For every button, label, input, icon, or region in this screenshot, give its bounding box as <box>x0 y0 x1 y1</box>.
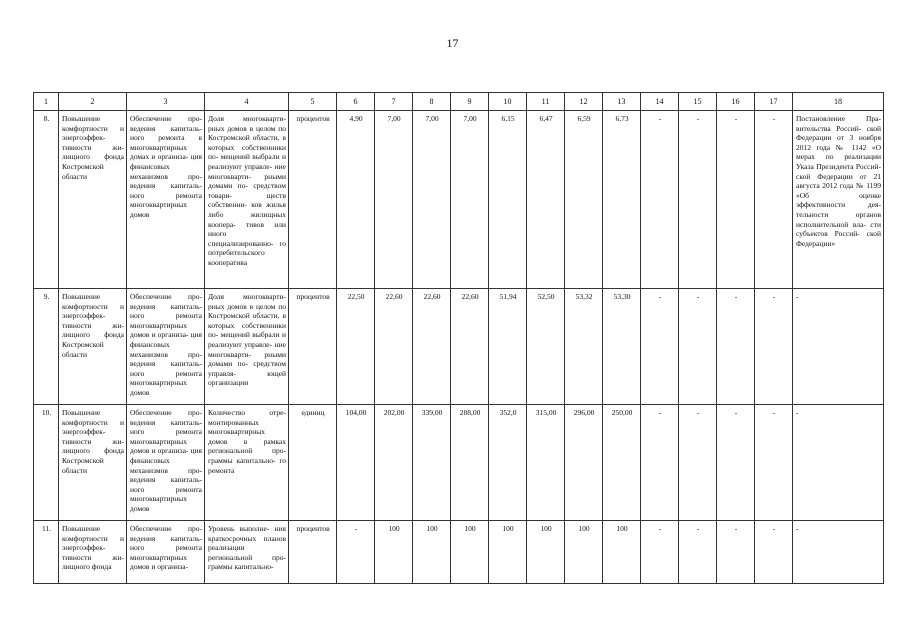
task-cell: Обеспечение про- ведения капиталь- ного ремонта многоквартирных домов и организа- ция финансовых механизмов про- ведения капиталь- ного ремонта многоквартирных домов <box>127 289 205 405</box>
column-header: 8 <box>413 93 451 111</box>
column-header: 7 <box>375 93 413 111</box>
task-cell: Обеспечение про- ведения капиталь- ного ремонта многоквартирных домов и организа- ция финансовых механизмов про- ведения капиталь- ного ремонта многоквартирных домов <box>127 405 205 521</box>
value-cell: 100 <box>413 521 451 584</box>
value-cell: 100 <box>603 521 641 584</box>
column-header: 13 <box>603 93 641 111</box>
value-cell: - <box>641 111 679 289</box>
row-number-cell: 9. <box>34 289 59 405</box>
indicators-table <box>33 92 884 584</box>
value-cell: 100 <box>451 521 489 584</box>
column-header: 11 <box>527 93 565 111</box>
table-row <box>34 521 884 584</box>
value-cell: 100 <box>489 521 527 584</box>
value-cell: 7,00 <box>451 111 489 289</box>
value-cell: - <box>755 521 793 584</box>
value-cell: 4,90 <box>337 111 375 289</box>
value-cell: - <box>679 521 717 584</box>
table-row <box>34 111 884 289</box>
value-cell: - <box>641 405 679 521</box>
value-cell: - <box>755 111 793 289</box>
value-cell: 100 <box>565 521 603 584</box>
value-cell: 7,00 <box>375 111 413 289</box>
basis-cell: - <box>793 405 884 521</box>
indicator-cell: Уровень выполне- ния краткосрочных планов реализации региональной про- граммы капитально- <box>205 521 289 584</box>
value-cell: - <box>641 521 679 584</box>
page-number: 17 <box>446 36 459 50</box>
goal-cell: Повышение комфортности и энергоэффек- тивности жи- лищного фонда Костромской области <box>59 289 127 405</box>
value-cell: 6,59 <box>565 111 603 289</box>
value-cell: - <box>337 521 375 584</box>
value-cell: 250,00 <box>603 405 641 521</box>
value-cell: 22,60 <box>375 289 413 405</box>
goal-cell: Повышение комфортности и энергоэффек- тивности жи- лищного фонда Костромской области <box>59 405 127 521</box>
task-cell: Обеспечение про- ведения капиталь- ного ремонта многоквартирных домов и организа- <box>127 521 205 584</box>
value-cell: 100 <box>527 521 565 584</box>
value-cell: 352,0 <box>489 405 527 521</box>
column-header: 12 <box>565 93 603 111</box>
value-cell: - <box>717 111 755 289</box>
row-number-cell: 8. <box>34 111 59 289</box>
value-cell: - <box>679 111 717 289</box>
value-cell: 22,50 <box>337 289 375 405</box>
unit-cell: единиц <box>289 405 337 521</box>
value-cell: 53,32 <box>565 289 603 405</box>
column-header: 15 <box>679 93 717 111</box>
value-cell: - <box>679 289 717 405</box>
value-cell: - <box>717 405 755 521</box>
column-header: 17 <box>755 93 793 111</box>
value-cell: 52,50 <box>527 289 565 405</box>
column-header: 2 <box>59 93 127 111</box>
value-cell: 315,00 <box>527 405 565 521</box>
goal-cell: Повышение комфортности и энергоэффек- тивности жи- лищного фонда Костромской области <box>59 111 127 289</box>
value-cell: 6,47 <box>527 111 565 289</box>
value-cell: 53,30 <box>603 289 641 405</box>
unit-cell: процентов <box>289 521 337 584</box>
column-header: 1 <box>34 93 59 111</box>
indicator-cell: Доля многокварти- рных домов в целом по Костромской области, в которых собственники по- мещений выбрали и реализуют управле- ние многокварти- рными домами по- средством управля- ющей организации <box>205 289 289 405</box>
value-cell: 288,00 <box>451 405 489 521</box>
indicator-cell: Количество отре- монтированных многоквартирных домов в рамках региональной про- граммы капитально- го ремонта <box>205 405 289 521</box>
goal-cell: Повышение комфортности и энергоэффек- тивности жи- лищного фонда <box>59 521 127 584</box>
table-row <box>34 289 884 405</box>
column-header: 10 <box>489 93 527 111</box>
value-cell: 22,60 <box>413 289 451 405</box>
basis-cell: - <box>793 289 884 405</box>
value-cell: 296,00 <box>565 405 603 521</box>
unit-cell: процентов <box>289 111 337 289</box>
basis-cell: - <box>793 521 884 584</box>
value-cell: - <box>755 289 793 405</box>
column-header: 3 <box>127 93 205 111</box>
column-header: 14 <box>641 93 679 111</box>
value-cell: 100 <box>375 521 413 584</box>
column-header: 4 <box>205 93 289 111</box>
value-cell: 104,00 <box>337 405 375 521</box>
value-cell: 6,15 <box>489 111 527 289</box>
column-header: 9 <box>451 93 489 111</box>
value-cell: 6,73 <box>603 111 641 289</box>
value-cell: - <box>641 289 679 405</box>
column-header: 16 <box>717 93 755 111</box>
value-cell: - <box>755 405 793 521</box>
unit-cell: процентов <box>289 289 337 405</box>
value-cell: 339,00 <box>413 405 451 521</box>
value-cell: 22,60 <box>451 289 489 405</box>
row-number-cell: 11. <box>34 521 59 584</box>
column-header: 18 <box>793 93 884 111</box>
value-cell: - <box>717 289 755 405</box>
value-cell: 51,94 <box>489 289 527 405</box>
row-number-cell: 10. <box>34 405 59 521</box>
value-cell: - <box>717 521 755 584</box>
value-cell: 7,00 <box>413 111 451 289</box>
column-header: 6 <box>337 93 375 111</box>
table-row <box>34 405 884 521</box>
table-header-row <box>34 93 884 111</box>
indicator-cell: Доля многокварти- рных домов в целом по Костромской области, в которых собственники по- мещений выбрали и реализуют управле- ние многокварти- рными домами по- средством товари- ществ собственни- ков жилья либо жилищных коопера- тивов или иного специализированно- го потребительского кооператива <box>205 111 289 289</box>
task-cell: Обеспечение про- ведения капиталь- ного ремонта в многоквартирных домах и организа- ция финансовых механизмов про- ведения капиталь- ного ремонта многоквартирных домов <box>127 111 205 289</box>
value-cell: 202,00 <box>375 405 413 521</box>
value-cell: - <box>679 405 717 521</box>
basis-cell: Постановление Пра- вительства Россий- ской Федерации от 3 ноября 2012 года № 1142 «О мерах по реализации Указа Президента Россий- ской Федерации от 21 августа 2012 года № 1199 «Об оценке эффективности дея- тельности органов исполнительной вла- сти субъектов Россий- ской Федерации» <box>793 111 884 289</box>
column-header: 5 <box>289 93 337 111</box>
